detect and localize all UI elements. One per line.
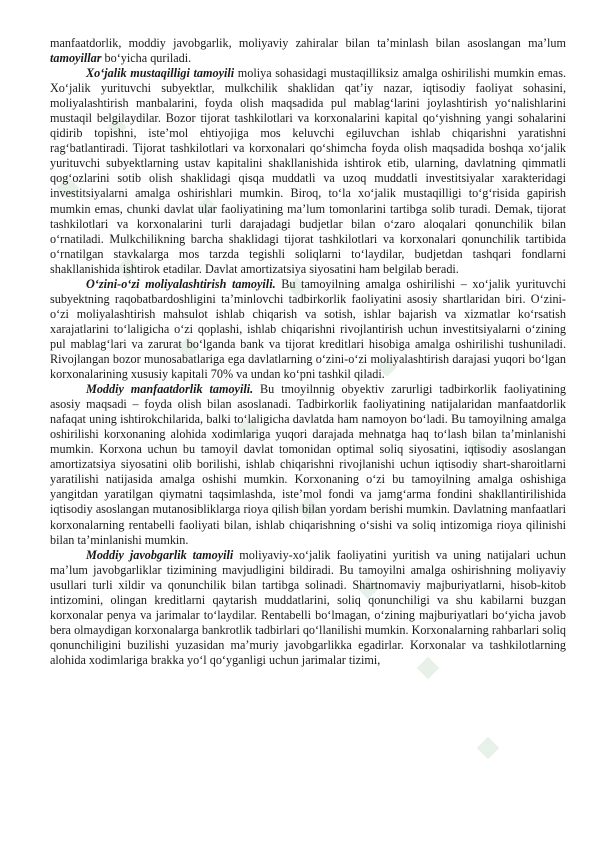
intro-text-2: bo‘yicha quriladi.: [101, 51, 192, 66]
paragraph-heading: Xo‘jalik mustaqilligi tamoyili: [86, 66, 235, 81]
paragraph-heading: Moddiy manfaatdorlik tamoyili.: [86, 382, 254, 397]
paragraph-heading: O‘zini-o‘zi moliyalashtirish tamoyili.: [86, 276, 276, 291]
intro-text-1: manfaatdorlik, moddiy javobgarlik, moliyaviy zahiralar bilan ta’minlash bilan asoslangan ma’lum: [50, 36, 566, 50]
paragraph-intro: [50, 36, 566, 66]
intro-emphasis: tamoyillar: [50, 51, 102, 66]
paragraph-material-interest: [50, 382, 566, 548]
paragraph-economic-independence: [50, 66, 566, 277]
paragraph-body: Bu tmoyilnnig obyektiv zarurligi tadbirkorlik faoliyatining asosiy maqsadi – foyda olish bilan asoslanadi. Tadbirkorlik faoliyatining natijalaridan manfaatdorlik nafaqat uning ishtirokchilarida, balki to‘laligicha davlatda ham namoyon bo‘ladi. Bu tamoyilning amalga oshirilishi korxonaning alohida xodimlariga yuqori darajada mehnatga haq to‘lash bilan ta’minlanishi mumkin. Korxona uchun bu tamoyil davlat tomonidan optimal soliq siyosatini, iqtisodiy asoslangan amortizatsiya siyosatini olib borilishi, ishlab chiqarishni rivojlanishi uchun iqtisodiy shart-sharoitlarni yaratilishi natijasida amalga oshishi mumkin. Korxonaning o‘zi bu tamoyilning amalga oshishiga yangitdan yaratilgan qiymatni taqsimlashda, iste’mol fondi va jamg‘arma fondini shakllantirilishida iqtisodiy asoslangan mutanosibliklarga rioya qilish bilan yordam berishi mumkin. Davlatning manfaatlari korxonalarning rentabelli faoliyati bilan, ishlab chiqarishning o‘sishi va soliq intizomiga rioya qilinishi bilan ta’minlanishi mumkin.: [50, 382, 566, 547]
paragraph-body: moliyaviy-xo‘jalik faoliyatini yuritish va uning natijalari uchun ma’lum javobgarliklar tizimining mavjudligini bildiradi. Bu tamoyilni amalga oshirishning moliyaviy usullari turli xildir va qonunchilik bilan tartibga solinadi. Shartnomaviy majburiyatlarni, hisob-kitob intizomini, olingan kreditlarni qaytarish muddatlarini, soliq qonunchiligi va shu kabilarni buzgan korxonalar penya va jarimalar to‘laydilar. Rentabelli bo‘lmagan, o‘zining majburiyatlari bo‘yicha javob bera olmaydigan korxonalarga bankrotlik tadbirlari qo‘llanilishi mumkin. Korxonalarning rahbarlari soliq qonunchiligini buzilishi yuzasidan ma’muriy javobgarlikka egadirlar. Korxonalar va tashkilotlarning alohida xodimlariga brakka yo‘l qo‘yganligi uchun jarimalar tizimi,: [50, 547, 566, 667]
paragraph-material-responsibility: [50, 548, 566, 668]
paragraph-body: Bu tamoyilning amalga oshirilishi – xo‘jalik yurituvchi subyektning raqobatbardoshligini ta’minlovchi tadbirkorlik faoliyatini asosiy shartlaridan biri. O‘zini-o‘zi moliyalashtirish mahsulot ishlab chiqarish va sotish, ishlar bajarish va xizmatlar ko‘rsatish xarajatlarini to‘laligicha o‘zi qoplashi, ishlab chiqarishni rivojlantirish uchun investitsiyalarni o‘zining pul mablag‘lari va zarurat bo‘lganda bank va tijorat kreditlari hisobiga amalga oshirilishi tushuniladi. Rivojlangan bozor munosabatlariga ega davlatlarning o‘zini-o‘zi moliyalashtirish darajasi yuqori bo‘lgan korxonalarining xususiy kapitali 70% va undan ko‘pni tashkil qiladi.: [50, 276, 566, 382]
paragraph-heading: Moddiy javobgarlik tamoyili: [86, 547, 234, 562]
paragraph-body: moliya sohasidagi mustaqilliksiz amalga oshirilishi mumkin emas. Xo‘jalik yurituvchi subyektlar, mulkchilik shaklidan qat’iy nazar, iqtisodiy faoliyat sohasini, moliyalashtirish manbalarini, foyda olish maqsadida pul mablag‘larini joylashtirish yo‘nalishlarini mustaqil belgilaydilar. Bozor tijorat tashkilotlari va korxonalarini kapital qo‘yishning yangi sohalarini qidirib topishni, iste’mol ehtiyojiga mos keluvchi egiluvchan ishlab chiqarishni yaratishni rag‘batlantiradi. Tijorat tashkilotlari va korxonalari qo‘shimcha foyda olish maqsadida boshqa xo‘jalik yurituvchi subyektlarning ustav kapitalini shakllanishida ishtirok etib, ularning, davlatning qimmatli qog‘ozlarini sotib olish shaklidagi qisqa muddatli va uzoq muddatli investitsiyalar xarakteridagi investitsiyalarni amalga oshirishlari mumkin. Biroq, to‘la xo‘jalik mustaqilligi to‘g‘risida gapirish mumkin emas, chunki davlat ular faoliyatining ma’lum tomonlarini tartibga solib turadi. Demak, tijorat tashkilotlari va korxonalarini turli darajadagi budjetlar bilan o‘zaro aloqalari qonunchilik bilan o‘rnatiladi. Mulkchilikning barcha shaklidagi tijorat tashkilotlari va korxonalari qonunchilik tartibida o‘rnatilgan stavkalarga mos tarzda tegishli soliqlarni to‘laydilar, budjetdan tashqari fondlarni shakllanishida ishtirok etadilar. Davlat amortizatsiya siyosatini ham belgilab beradi.: [50, 66, 566, 276]
document-page: [50, 36, 566, 826]
paragraph-self-financing: [50, 277, 566, 382]
